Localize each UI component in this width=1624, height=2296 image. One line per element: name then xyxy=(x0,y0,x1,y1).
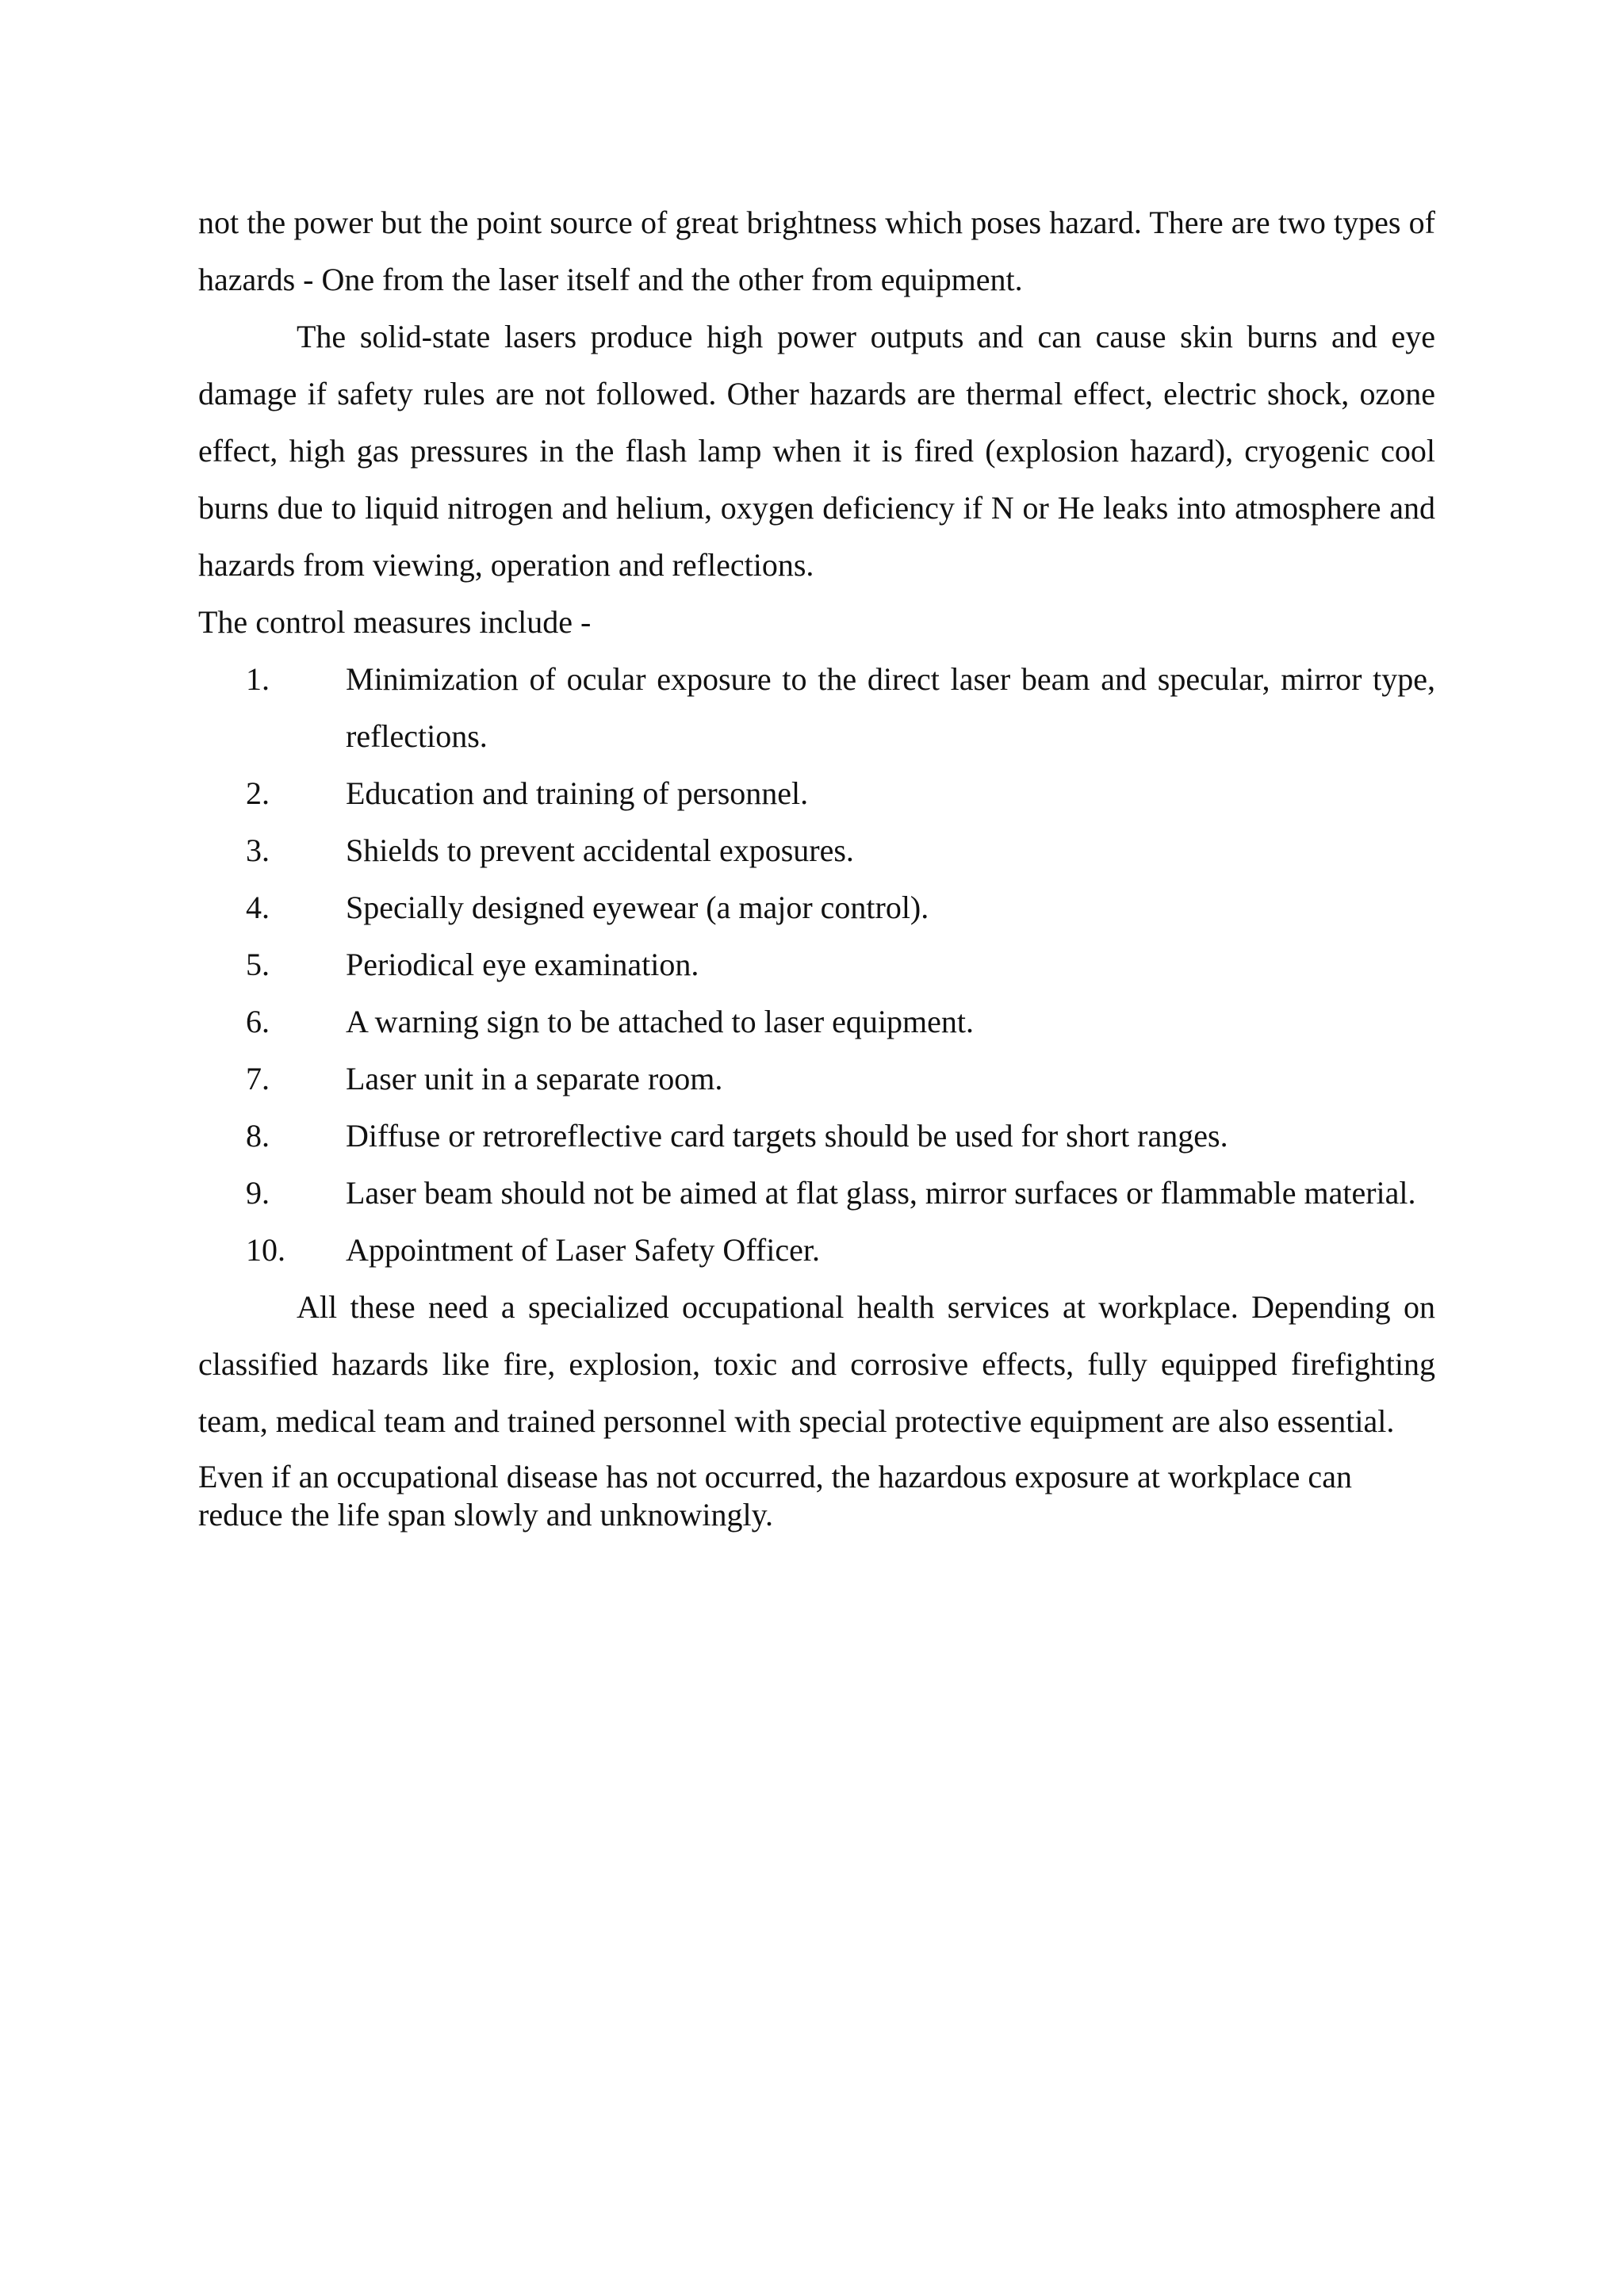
list-item xyxy=(198,1050,1435,1108)
list-item-number: 5. xyxy=(246,947,270,982)
occupational-health-paragraph: All these need a specialized occupational health services at workplace. Depending on classified hazards like fire, explosion, toxic and corrosive effects, fully equipped firefighting team, medical team and trained personnel with special protective equipment are also essential. xyxy=(198,1289,1435,1439)
page-content xyxy=(198,194,1435,1534)
intro-paragraph: not the power but the point source of great brightness which poses hazard. There are two types of hazards - One from the laser itself and the other from equipment. xyxy=(198,205,1435,297)
list-item-number: 8. xyxy=(246,1118,270,1154)
list-item xyxy=(198,993,1435,1050)
list-item-text: A warning sign to be attached to laser equipment. xyxy=(346,1004,975,1039)
list-item xyxy=(198,822,1435,879)
solid-state-paragraph: The solid-state lasers produce high power outputs and can cause skin burns and eye damage if safety rules are not followed. Other hazards are thermal effect, electric shock, ozone effect, high gas pressures in the flash lamp when it is fired (explosion hazard), cryogenic cool burns due to liquid nitrogen and helium, oxygen deficiency if N or He leaks into atmosphere and hazards from viewing, operation and reflections. xyxy=(198,319,1435,583)
control-measures-list xyxy=(198,651,1435,1279)
list-item-number: 2. xyxy=(246,775,270,811)
list-item-number: 6. xyxy=(246,1004,270,1039)
list-item-text: Laser unit in a separate room. xyxy=(346,1061,723,1096)
control-measures-intro: The control measures include - xyxy=(198,604,592,640)
list-item-text: Diffuse or retroreflective card targets should be used for short ranges. xyxy=(346,1118,1228,1154)
list-item-text: Appointment of Laser Safety Officer. xyxy=(346,1232,820,1268)
list-item xyxy=(198,1108,1435,1165)
list-item-number: 7. xyxy=(246,1061,270,1096)
list-item-number: 9. xyxy=(246,1175,270,1211)
list-item xyxy=(198,879,1435,936)
closing-paragraph: Even if an occupational disease has not occurred, the hazardous exposure at workplace can reduce the life span slowly and unknowingly. xyxy=(198,1459,1352,1533)
list-item xyxy=(198,1165,1435,1222)
list-item-text: Minimization of ocular exposure to the direct laser beam and specular, mirror type, reflections. xyxy=(346,661,1435,754)
list-item xyxy=(198,651,1435,765)
list-item-number: 3. xyxy=(246,832,270,868)
list-item-text: Periodical eye examination. xyxy=(346,947,699,982)
list-item-number: 1. xyxy=(246,661,270,697)
list-item xyxy=(198,765,1435,822)
list-item-text: Laser beam should not be aimed at flat glass, mirror surfaces or flammable material. xyxy=(346,1175,1416,1211)
list-item-number: 4. xyxy=(246,890,270,925)
list-item xyxy=(198,1222,1435,1279)
list-item-text: Education and training of personnel. xyxy=(346,775,809,811)
list-item-text: Shields to prevent accidental exposures. xyxy=(346,832,854,868)
list-item-number: 10. xyxy=(246,1232,285,1268)
list-item xyxy=(198,936,1435,993)
list-item-text: Specially designed eyewear (a major control). xyxy=(346,890,929,925)
